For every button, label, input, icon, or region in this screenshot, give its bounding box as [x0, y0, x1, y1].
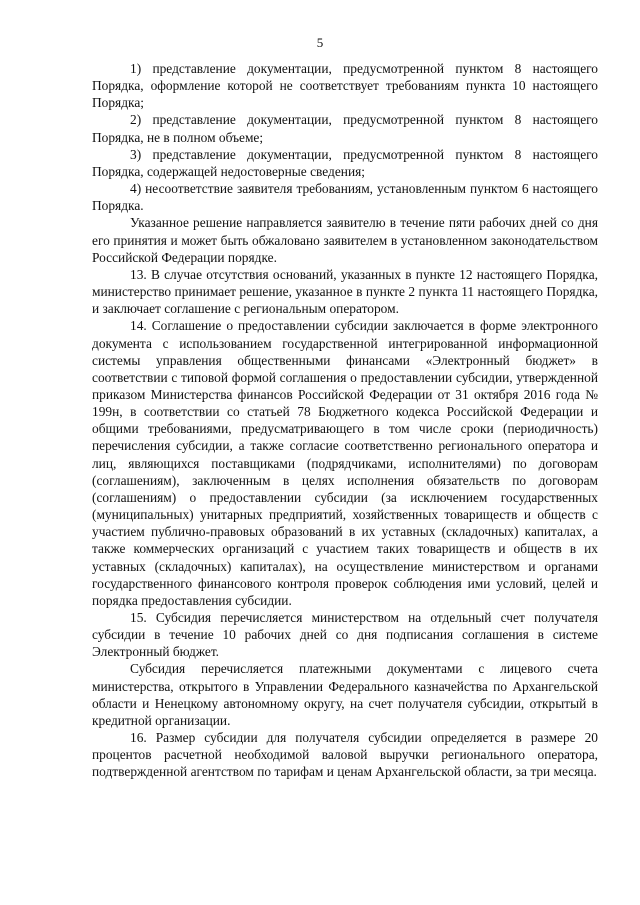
paragraph-item-4: 4) несоответствие заявителя требованиям, установленным пунктом 6 настоящего Порядка.: [92, 181, 598, 214]
document-body: [92, 60, 598, 781]
paragraph-item-2: 2) представление документации, предусмотренной пунктом 8 настоящего Порядка, не в полном объеме;: [92, 112, 598, 145]
paragraph-15: 15. Субсидия перечисляется министерством на отдельный счет получателя субсидии в течение 10 рабочих дней со дня подписания соглашения в системе Электронный бюджет.: [92, 610, 598, 660]
page-number: 5: [316, 35, 324, 50]
paragraph-14: 14. Соглашение о предоставлении субсидии заключается в форме электронного документа с использованием государственной интегрированной информационной системы управления общественными финансами «Электронный бюджет» в соответствии с типовой формой соглашения о предоставлении субсидии, утвержденной приказом Министерства финансов Российской Федерации от 31 октября 2016 года № 199н, в соответствии со статьей 78 Бюджетного кодекса Российской Федерации и общими требованиями, предусматривающего в том числе сроки (периодичность) перечисления субсидии, а также согласие соответственно регионального оператора и лиц, являющихся поставщиками (подрядчиками, исполнителями) по договорам (соглашениям), заключенным в целях исполнения обязательств по договорам (соглашениям) о предоставлении субсидии (за исключением государственных (муниципальных) унитарных предприятий, хозяйственных товариществ и обществ с участием публично-правовых образований в их уставных (складочных) капиталах, а также коммерческих организаций с участием таких товариществ и обществ в их уставных (складочных) капиталах), на осуществление министерством и органами государственного финансового контроля проверок соблюдения ими условий, целей и порядка предоставления субсидии.: [92, 318, 598, 608]
paragraph-13: 13. В случае отсутствия оснований, указанных в пункте 12 настоящего Порядка, министерство принимает решение, указанное в пункте 2 пункта 11 настоящего Порядка, и заключает соглашение с региональным оператором.: [92, 266, 598, 317]
paragraph-item-3: 3) представление документации, предусмотренной пунктом 8 настоящего Порядка, содержащей недостоверные сведения;: [92, 146, 598, 179]
paragraph-item-1: 1) представление документации, предусмотренной пунктом 8 настоящего Порядка, оформление которой не соответствует требованиям пункта 10 настоящего Порядка;: [92, 61, 598, 111]
paragraph-decision-notice: Указанное решение направляется заявителю в течение пяти рабочих дней со дня его принятия и может быть обжаловано заявителем в установленном законодательством Российской Федерации порядке.: [92, 215, 598, 265]
paragraph-16: 16. Размер субсидии для получателя субсидии определяется в размере 20 процентов расчетной необходимой валовой выручки регионального оператора, подтвержденной агентством по тарифам и ценам Архангельской области, за три месяца.: [92, 730, 598, 780]
paragraph-payment: Субсидия перечисляется платежными документами с лицевого счета министерства, открытого в Управлении Федерального казначейства по Архангельской области и Ненецкому автономному округу, на счет получателя субсидии, открытый в кредитной организации.: [92, 661, 598, 728]
